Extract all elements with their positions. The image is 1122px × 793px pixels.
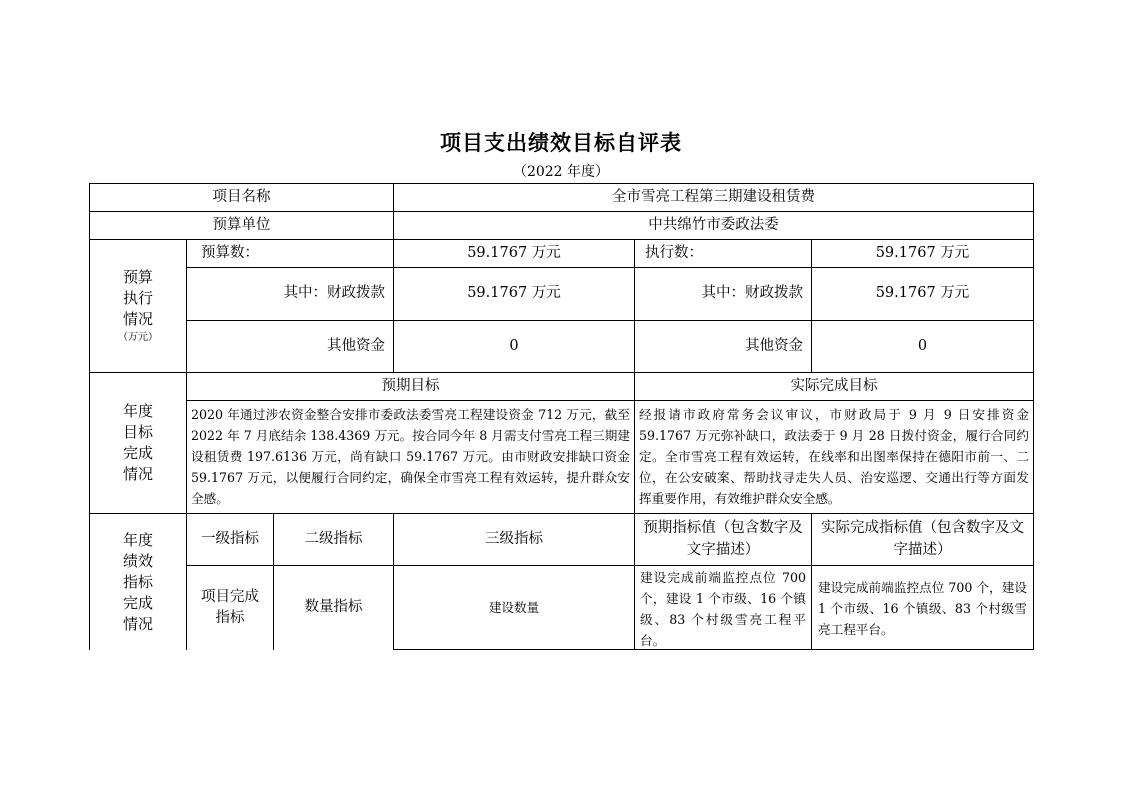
expected-goal-header: 预期目标 [381,377,440,394]
col-level3-header: 三级指标 [485,530,543,547]
budget-unit-value: 中共绵竹市委政法委 [648,216,779,233]
budget-execution-unit: （万元） [118,331,158,343]
budget-execution-label: 预算执行情况 [122,267,153,328]
page-title: 项目支出绩效目标自评表 [440,130,682,155]
annual-goal-label: 年度目标完成情况 [122,402,153,483]
other-funds-exec-value: 0 [917,337,928,354]
col-level2-header: 二级指标 [304,530,363,547]
project-name-value: 全市雪亮工程第三期建设租赁费 [612,188,815,205]
indicator-level2: 数量指标 [304,599,363,616]
report-year: （2022 年度） [512,164,610,180]
other-funds-exec-label: 其他资金 [745,337,803,354]
project-name-label: 项目名称 [212,188,271,205]
fiscal-allocation-exec-label: 其中：财政拨款 [701,285,803,302]
budget-execution-section-label [90,240,186,372]
execution-amount-value: 59.1767 万元 [875,244,970,261]
col-level1-header: 一级指标 [201,530,259,547]
other-funds-budget-value: 0 [509,337,519,354]
actual-goal-header: 实际完成目标 [790,377,878,394]
expected-goal-text: 2020 年通过涉农资金整合安排市委政法委雪亮工程建设资金 712 万元，截至 2022 年 7 月底结余 138.4369 万元。按合同今年 8 月需支付雪亮工程三期建设租赁费 197.6136 万元，尚有缺口 59.1767 万元。由市财政安排缺口资金 59.1767 万元，以便履行合同约定，确保全市雪亮工程有效运转，提升群众安全感。 [191,407,630,506]
budget-amount-value: 59.1767 万元 [467,244,561,261]
annual-goal-section-label [90,373,186,513]
indicator-expected-value: 建设完成前端监控点位 700 个，建设 1 个市级、16 个镇级、83 个村级雪亮工程平台。 [640,570,806,648]
col-actual-header: 实际完成指标值（包含数字及文字描述） [821,520,1024,558]
indicator-level1: 项目完成指标 [201,588,259,626]
fiscal-allocation-budget-value: 59.1767 万元 [467,285,561,302]
indicators-label: 年度绩效指标完成情况 [122,530,153,633]
col-expected-header: 预期指标值（包含数字及文字描述） [643,520,803,558]
indicator-level3: 建设数量 [488,599,540,615]
execution-amount-label: 执行数： [645,244,703,261]
other-funds-label: 其他资金 [327,337,385,354]
fiscal-allocation-label: 其中：财政拨款 [283,285,385,302]
indicators-section-label [90,514,186,650]
actual-goal-text: 经报请市政府常务会议审议，市财政局于 9 月 9 日安排资金 59.1767 万元弥补缺口，政法委于 9 月 28 日拨付资金，履行合同约定。全市雪亮工程有效运转，在线率和出图率保持在德阳市前一、二位，在公安破案、帮助找寻走失人员、治安巡逻、交通出行等方面发挥重要作用，有效维护群众安全感。 [639,407,1029,506]
indicator-actual-value: 建设完成前端监控点位 700 个，建设 1 个市级、16 个镇级、83 个村级雪亮工程平台。 [818,580,1027,637]
budget-amount-label: 预算数： [201,244,259,261]
fiscal-allocation-exec-value: 59.1767 万元 [875,285,970,302]
budget-unit-label: 预算单位 [212,216,271,233]
